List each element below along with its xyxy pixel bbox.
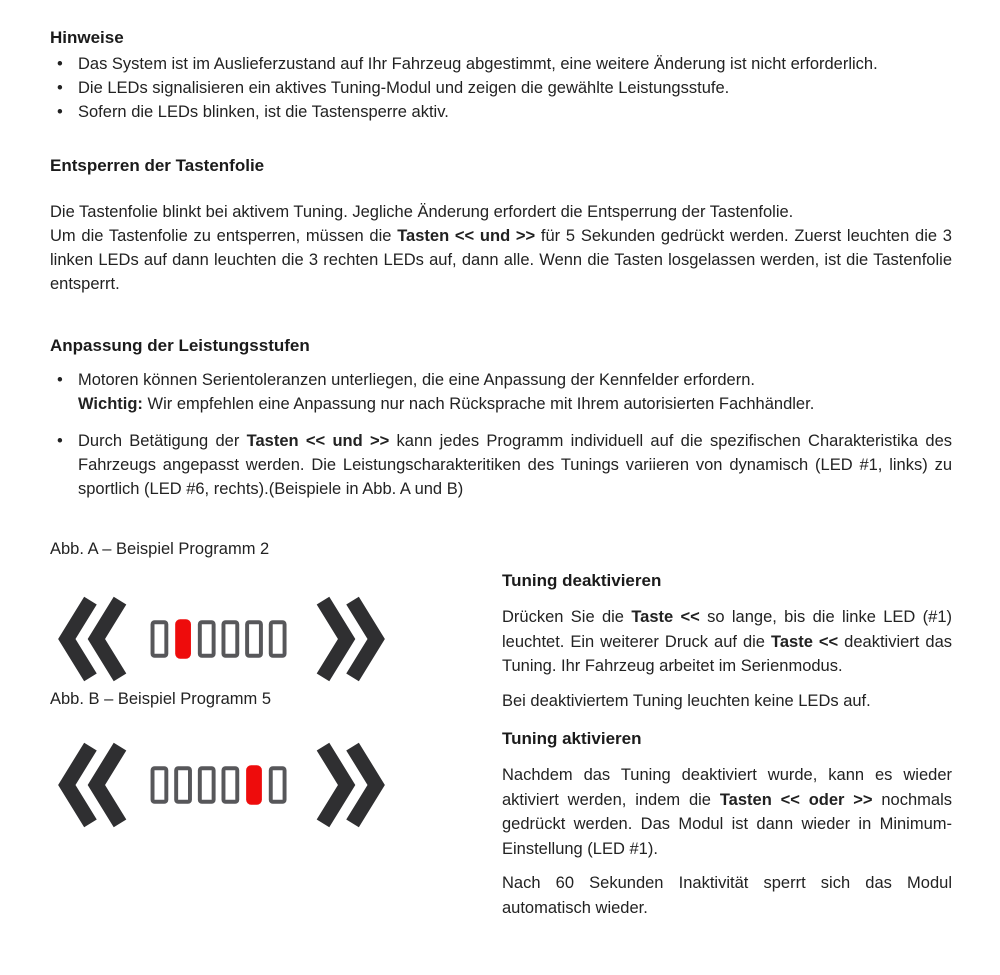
led-display-graphic	[54, 591, 389, 687]
paragraph	[502, 605, 952, 679]
paragraph	[502, 763, 952, 861]
led-display-figure-b	[54, 737, 502, 833]
section-entsperren	[50, 154, 952, 296]
led-4	[223, 622, 237, 656]
bold-text-segment: Tasten << oder >>	[719, 790, 873, 809]
anpassung-heading: Anpassung der Leistungsstufen	[50, 336, 310, 355]
figure-a-caption: Abb. A – Beispiel Programm 2	[50, 540, 270, 558]
paragraph-line	[78, 392, 952, 416]
list-item	[50, 429, 952, 501]
list-item: • Die LEDs signalisieren ein aktives Tuning-Modul und zeigen die gewählte Leistungsstufe.	[50, 76, 952, 100]
entsperren-heading: Entsperren der Tastenfolie	[50, 156, 265, 175]
text-segment: Drücken Sie die	[502, 608, 632, 626]
bold-text-segment: Wichtig:	[78, 395, 143, 413]
chevron-left-icon	[67, 601, 120, 678]
led-1	[153, 768, 167, 802]
led-5	[247, 622, 261, 656]
bold-text-segment: Taste <<	[631, 608, 700, 626]
tuning-deaktivieren-heading: Tuning deaktivieren	[502, 571, 662, 590]
text-segment: deaktiviert das Tuning. Ihr Fahrzeug arbeitet im Serienmodus.	[502, 632, 952, 675]
list-item: • Das System ist im Auslieferzustand auf Ihr Fahrzeug abgestimmt, eine weitere Änderung ist nicht erforderlich.	[50, 52, 952, 76]
paragraph: Bei deaktiviertem Tuning leuchten keine LEDs auf.	[502, 691, 871, 710]
led-5-active	[246, 765, 262, 804]
led-6	[271, 768, 285, 802]
text-segment: Wir empfehlen eine Anpassung nur nach Rücksprache mit Ihrem autorisierten Fachhändler.	[142, 395, 815, 413]
paragraph-line: Die Tastenfolie blinkt bei aktivem Tuning. Jegliche Änderung erfordert die Entsperrung der Tastenfolie.	[50, 203, 794, 221]
list-item: • Sofern die LEDs blinken, ist die Tastensperre aktiv.	[50, 100, 952, 124]
two-column-area	[50, 537, 952, 930]
text-segment: nochmals gedrückt werden. Das Modul ist dann wieder in Minimum-Einstellung (LED #1).	[502, 790, 952, 858]
hinweise-heading: Hinweise	[50, 28, 124, 47]
led-6	[271, 622, 285, 656]
led-2	[176, 768, 190, 802]
led-display-graphic	[54, 737, 389, 833]
section-anpassung	[50, 334, 952, 501]
bold-text-segment: Taste <<	[771, 632, 839, 651]
section-hinweise	[50, 26, 952, 124]
chevron-right-icon	[323, 601, 376, 678]
text-segment: Durch Betätigung der	[78, 432, 247, 450]
bold-text-segment: Tasten << und >>	[397, 227, 536, 245]
text-segment: Nachdem das Tuning deaktiviert wurde, kann es wieder aktiviert werden, indem die	[502, 766, 952, 809]
led-4	[223, 768, 237, 802]
hinweise-bullet-list	[50, 52, 952, 124]
led-3	[200, 622, 214, 656]
led-1	[153, 622, 167, 656]
led-display-figure-a	[54, 591, 502, 687]
figure-b-caption: Abb. B – Beispiel Programm 5	[50, 690, 272, 708]
chevron-left-icon	[67, 747, 120, 824]
chevron-right-icon	[323, 747, 376, 824]
led-2-active	[175, 619, 191, 658]
bold-text-segment: Tasten << und >>	[246, 432, 390, 450]
tuning-aktivieren-heading: Tuning aktivieren	[502, 729, 642, 748]
led-3	[200, 768, 214, 802]
text-segment: kann jedes Programm individuell auf die spezifischen Charakteristika des Fahrzeugs angepasst werden. Die Leistungscharakteritiken des Tunings variieren von dynamisch (LED #1, links) zu sportlich (LED #6, rechts).(Beispiele in Abb. A und B)	[78, 432, 952, 498]
text-column	[502, 537, 952, 930]
text-segment: Um die Tastenfolie zu entsperren, müssen die	[50, 227, 398, 245]
list-item	[50, 368, 952, 416]
paragraph: Nach 60 Sekunden Inaktivität sperrt sich das Modul automatisch wieder.	[502, 874, 952, 917]
anpassung-bullet-list	[50, 368, 952, 501]
paragraph	[50, 224, 952, 296]
figures-column	[50, 537, 502, 930]
text-segment: für 5 Sekunden gedrückt werden. Zuerst leuchten die 3 linken LEDs auf dann leuchten die 3 rechten LEDs auf, dann alle. Wenn die Tasten losgelassen werden, ist die Tastenfolie entsperrt.	[50, 227, 952, 293]
text-segment: so lange, bis die linke LED (#1) leuchtet. Ein weiterer Druck auf die	[502, 608, 952, 651]
paragraph-line: • Motoren können Serientoleranzen unterliegen, die eine Anpassung der Kennfelder erfordern.	[78, 371, 755, 389]
